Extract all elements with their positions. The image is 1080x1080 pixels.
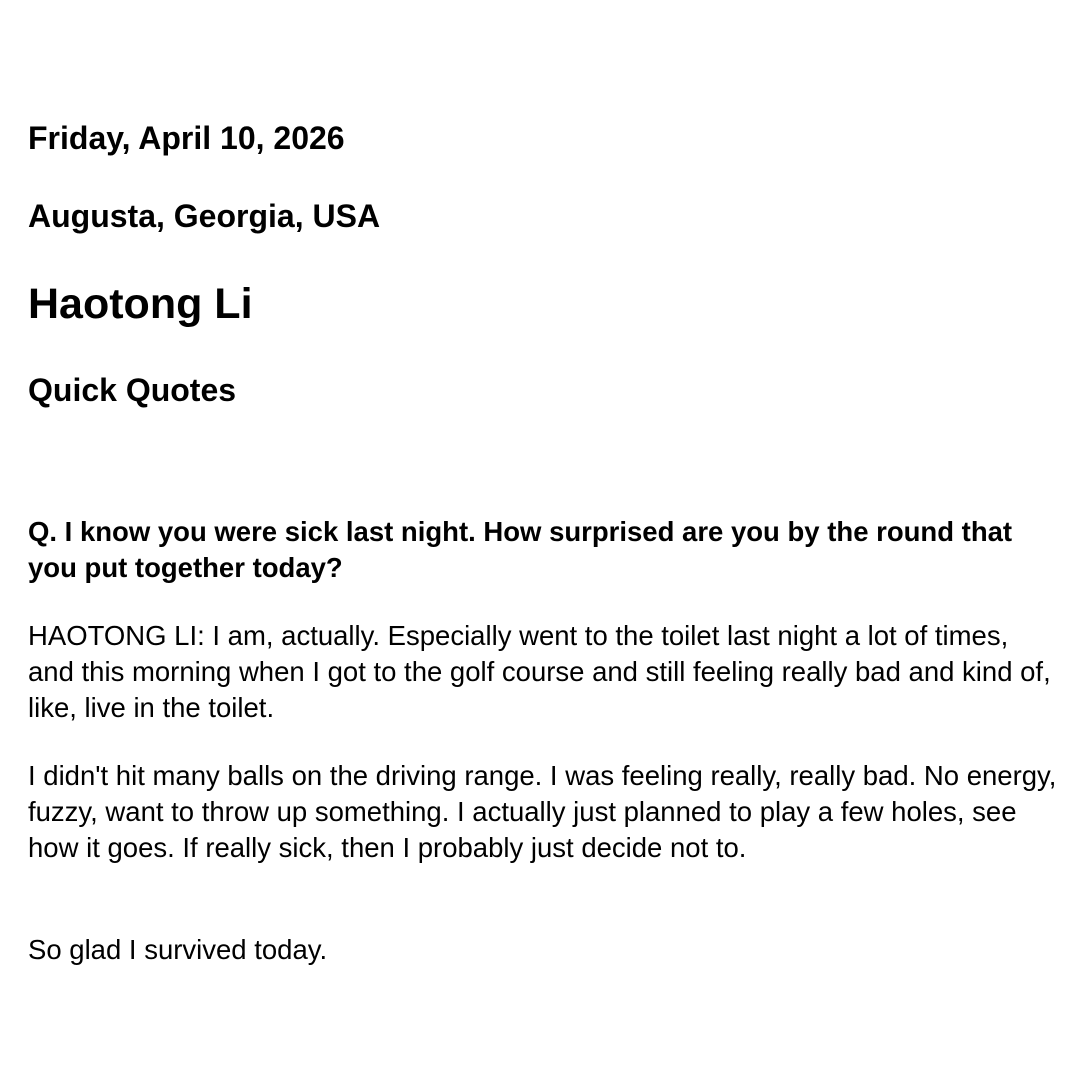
answer-paragraph: I didn't hit many balls on the driving range. I was feeling really, really bad. No energy, fuzzy, want to throw up something. I actually just planned to play a few holes, see how it goes. If really sick, then I probably just decide not to. — [28, 760, 1057, 863]
answer-paragraph: HAOTONG LI: I am, actually. Especially went to the toilet last night a lot of times, and this morning when I got to the golf course and still feeling really bad and kind of, like, live in the toilet. — [28, 620, 1051, 723]
answer-paragraph: So glad I survived today. — [28, 934, 328, 965]
player-name: Haotong Li — [28, 280, 253, 328]
event-location: Augusta, Georgia, USA — [28, 198, 381, 234]
interview-question: Q. I know you were sick last night. How surprised are you by the round that you put together today? — [28, 516, 1013, 583]
section-title: Quick Quotes — [28, 372, 237, 408]
event-date: Friday, April 10, 2026 — [28, 120, 345, 156]
